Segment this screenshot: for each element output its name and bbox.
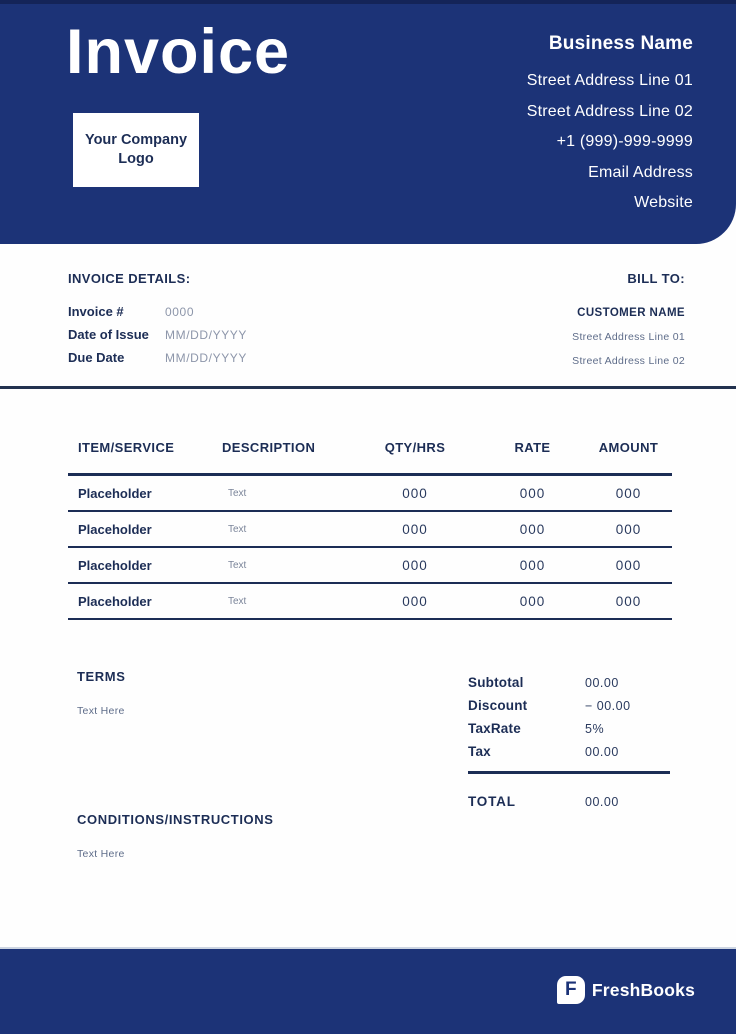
tax-label: Tax <box>468 744 491 759</box>
tax-row <box>468 740 670 763</box>
invoice-details-section <box>68 271 247 369</box>
freshbooks-logo-icon: F <box>557 976 585 1004</box>
description-cell[interactable]: Text <box>228 523 247 535</box>
qty-cell[interactable]: 000 <box>402 593 428 609</box>
tax-rate-value[interactable]: 5% <box>585 721 605 736</box>
column-header-amount: AMOUNT <box>598 440 659 455</box>
due-date-row <box>68 346 247 369</box>
date-of-issue-row <box>68 323 247 346</box>
total-value[interactable]: 00.00 <box>585 794 619 809</box>
invoice-number-row <box>68 300 247 323</box>
header <box>0 0 736 244</box>
footer <box>0 947 736 1034</box>
business-website[interactable]: Website <box>634 194 693 211</box>
item-cell[interactable]: Placeholder <box>78 557 152 573</box>
rate-cell[interactable]: 000 <box>519 521 546 537</box>
description-cell[interactable]: Text <box>228 595 247 607</box>
item-cell[interactable]: Placeholder <box>78 521 152 537</box>
column-header-rate: RATE <box>514 440 551 455</box>
table-row <box>68 548 672 584</box>
subtotal-label: Subtotal <box>468 675 524 690</box>
table-header-row <box>68 430 672 476</box>
customer-address-line-1[interactable]: Street Address Line 01 <box>572 331 685 343</box>
business-address-line-2[interactable]: Street Address Line 02 <box>526 102 693 120</box>
company-logo-placeholder[interactable] <box>73 113 199 187</box>
description-cell[interactable]: Text <box>228 559 247 571</box>
description-cell[interactable]: Text <box>228 487 247 499</box>
qty-cell[interactable]: 000 <box>402 485 428 501</box>
amount-cell[interactable]: 000 <box>615 557 642 573</box>
subtotal-row <box>468 671 670 694</box>
freshbooks-brand <box>557 976 695 1004</box>
business-address-line-1[interactable]: Street Address Line 01 <box>526 72 693 89</box>
rate-cell[interactable]: 000 <box>519 557 546 573</box>
qty-cell[interactable]: 000 <box>402 521 428 537</box>
discount-label: Discount <box>468 698 528 713</box>
business-email[interactable]: Email Address <box>588 163 693 181</box>
bill-to-heading: BILL TO: <box>627 271 685 286</box>
total-label: TOTAL <box>468 794 516 809</box>
item-cell[interactable]: Placeholder <box>78 485 152 501</box>
date-of-issue-label: Date of Issue <box>68 327 149 342</box>
bill-to-section <box>572 271 685 367</box>
invoice-number-value[interactable]: 0000 <box>165 304 195 319</box>
conditions-body[interactable]: Text Here <box>77 848 125 860</box>
subtotal-value[interactable]: 00.00 <box>585 675 619 690</box>
terms-heading: TERMS <box>77 669 126 684</box>
business-name[interactable]: Business Name <box>548 33 693 54</box>
column-header-item-service: ITEM/SERVICE <box>78 440 175 455</box>
business-phone[interactable]: +1 (999)-999-9999 <box>556 133 693 150</box>
due-date-value[interactable]: MM/DD/YYYY <box>165 350 248 365</box>
table-row <box>68 584 672 620</box>
rate-cell[interactable]: 000 <box>519 593 546 609</box>
business-info <box>527 33 693 219</box>
invoice-number-label: Invoice # <box>68 304 124 319</box>
conditions-section <box>77 812 274 860</box>
company-logo-line-2: Logo <box>118 151 154 167</box>
page-title: Invoice <box>66 17 291 87</box>
totals-divider <box>468 771 670 774</box>
tax-rate-label: TaxRate <box>468 721 521 736</box>
column-header-qty-hrs: QTY/HRS <box>384 440 446 455</box>
amount-cell[interactable]: 000 <box>615 521 642 537</box>
totals-section <box>468 671 670 813</box>
tax-rate-row <box>468 717 670 740</box>
amount-cell[interactable]: 000 <box>615 593 642 609</box>
freshbooks-brand-name: FreshBooks <box>591 979 695 1000</box>
table-row <box>68 476 672 512</box>
item-cell[interactable]: Placeholder <box>78 593 152 609</box>
company-logo-line-1: Your Company <box>84 132 188 149</box>
discount-value[interactable]: − 00.00 <box>585 698 631 713</box>
line-items-table <box>68 430 672 620</box>
conditions-heading: CONDITIONS/INSTRUCTIONS <box>77 812 274 827</box>
qty-cell[interactable]: 000 <box>402 557 428 573</box>
rate-cell[interactable]: 000 <box>519 485 546 501</box>
due-date-label: Due Date <box>68 350 125 365</box>
tax-value[interactable]: 00.00 <box>585 744 619 759</box>
invoice-details-heading: INVOICE DETAILS: <box>68 271 191 286</box>
table-row <box>68 512 672 548</box>
section-divider <box>0 386 736 389</box>
total-row <box>468 790 670 813</box>
column-header-description: DESCRIPTION <box>222 440 316 455</box>
customer-address-line-2[interactable]: Street Address Line 02 <box>572 355 685 367</box>
amount-cell[interactable]: 000 <box>615 485 642 501</box>
discount-row <box>468 694 670 717</box>
terms-section <box>77 669 126 717</box>
date-of-issue-value[interactable]: MM/DD/YYYY <box>165 327 248 342</box>
terms-body[interactable]: Text Here <box>77 705 125 717</box>
customer-name[interactable]: CUSTOMER NAME <box>577 307 685 319</box>
